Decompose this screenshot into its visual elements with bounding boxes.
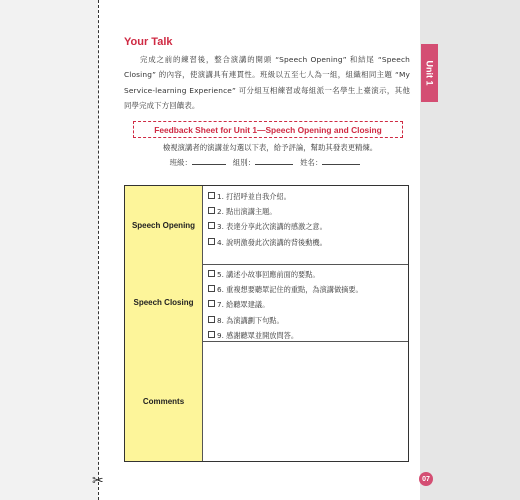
opening-checklist (208, 189, 327, 250)
checkbox-icon[interactable] (208, 300, 215, 307)
checkbox-icon[interactable] (208, 285, 215, 292)
item-text: 4. 說明激發此次演講的背後動機。 (217, 237, 327, 247)
class-label: 班級： (169, 158, 192, 167)
left-margin-panel (0, 0, 98, 500)
item-text: 7. 給聽眾建議。 (217, 300, 270, 310)
checklist-item[interactable] (208, 313, 363, 328)
section-title: Your Talk (124, 36, 173, 48)
checkbox-icon[interactable] (208, 331, 215, 338)
page-number: 07 (419, 472, 433, 486)
item-text: 5. 講述小故事回應前面的要點。 (217, 270, 320, 279)
item-text: 8. 為演講劃下句點。 (217, 315, 284, 325)
checkbox-icon[interactable] (208, 222, 215, 229)
feedback-table (124, 185, 409, 462)
item-text: 1. 打招呼並自我介紹。 (217, 192, 291, 201)
intro-paragraph: 完成之前的練習後，整合演講的開頭 “Speech Opening” 和結尾 “Speech Closing” 的內容，使演講具有連貫性。班級以五至七人為一組，組織相同主題 “My Service-learning Experience” 可分組互相練習或每組派一名學生上臺演示，其他同學完成下方回饋表。 (124, 55, 410, 110)
item-text: 3. 表達分享此次演講的感激之意。 (217, 222, 327, 232)
feedback-sheet-title: Feedback Sheet for Unit 1—Speech Opening and Closing (133, 121, 403, 138)
student-info-line (120, 156, 410, 168)
closing-checklist (208, 267, 363, 343)
group-label: 組別： (232, 158, 256, 167)
unit-tab (421, 44, 438, 102)
name-label: 姓名： (300, 158, 323, 167)
checklist-item[interactable] (208, 297, 363, 312)
checklist-item[interactable] (208, 282, 363, 297)
opening-label: Speech Opening (125, 186, 203, 264)
name-blank[interactable] (322, 156, 360, 165)
checkbox-icon[interactable] (208, 270, 215, 277)
checklist-item[interactable] (208, 204, 327, 219)
cut-line (98, 0, 99, 500)
comments-area[interactable] (203, 341, 408, 461)
comments-row (125, 341, 408, 461)
closing-label: Speech Closing (125, 264, 203, 341)
checkbox-icon[interactable] (208, 207, 215, 214)
checkbox-icon[interactable] (208, 316, 215, 323)
scissors-icon: ✂ (92, 473, 104, 489)
feedback-instruction: 檢視演講者的演講並勾選以下表，給予評論，幫助其發表更精煉。 (162, 143, 378, 152)
checkbox-icon[interactable] (208, 238, 215, 245)
checklist-item[interactable] (208, 267, 363, 282)
item-text: 2. 點出演講主題。 (217, 207, 277, 217)
checklist-item[interactable] (208, 235, 327, 250)
closing-row (125, 264, 408, 342)
class-blank[interactable] (192, 156, 226, 165)
comments-label: Comments (125, 341, 203, 461)
item-text: 9. 感謝聽眾並開放問答。 (217, 330, 299, 340)
checklist-item[interactable] (208, 189, 327, 204)
checklist-item[interactable] (208, 219, 327, 234)
group-blank[interactable] (255, 156, 293, 165)
checkbox-icon[interactable] (208, 192, 215, 199)
unit-tab-label: Unit 1 (424, 60, 435, 86)
item-text: 6. 重複想要聽眾記住的重點，為演講做摘要。 (217, 285, 363, 295)
opening-row (125, 186, 408, 265)
